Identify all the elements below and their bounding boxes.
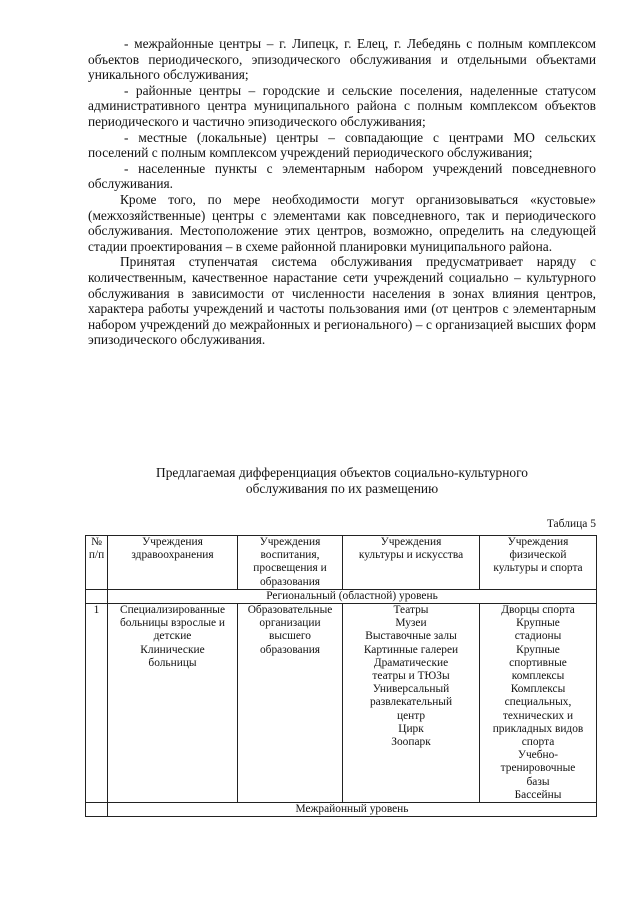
table-row (86, 604, 597, 803)
p3-line2: поселений с полным комплексом учреждений периодического обслуживания; (88, 145, 533, 161)
paragraph-local-centers (88, 130, 596, 161)
row1-culture-line: Музеи (395, 617, 427, 630)
p4-line1: - населенные пункты с элементарным набором учреждений (124, 160, 503, 176)
table-number: Таблица 5 (546, 518, 596, 530)
p1-line1: - межрайонные центры – г. Липецк, г. Елец, г. Лебедянь с полным (124, 36, 523, 51)
row1-health-line: Клинические (140, 643, 205, 656)
row1-sport-line: технических и (502, 709, 574, 722)
row1-culture-line: центр (396, 709, 426, 722)
row1-education-line: высшего (269, 630, 311, 643)
p2-line4: обслуживания; (340, 113, 426, 129)
row1-health-line: детские (153, 630, 192, 643)
regional-level-label: Региональный (областной) уровень (108, 589, 597, 603)
p6-line3: культурного обслуживания в зависимости от численности населения в зонах (88, 269, 596, 301)
regional-level-row (86, 589, 597, 603)
p6-line4: влияния центров, характера работы учреждений и частоты пользования ими (88, 285, 596, 317)
header-culture-line1: Учреждения (380, 536, 442, 548)
p5-line3: периодического обслуживания. Местоположение этих центров, возможно, (88, 207, 596, 239)
regional-level-num-cell (86, 589, 108, 603)
p6-line5: (от центров с элементарным набором учреждений до межрайонных и (88, 301, 596, 332)
row1-culture-line: Цирк (398, 722, 424, 735)
header-education-line3: просвещения и (253, 562, 327, 575)
p1-line2: комплексом объектов периодического, эпизодического обслуживания и (88, 36, 596, 67)
row1-health-line: больницы взрослые и (120, 617, 225, 630)
p5-line4: определить на следующей стадии проектирования – в схеме районной (88, 223, 596, 254)
header-health-line2: здравоохранения (131, 549, 214, 562)
row1-culture-line: Выставочные залы (365, 630, 457, 643)
header-num-line1: № (91, 536, 102, 548)
table-header-row (86, 536, 597, 590)
row1-sport-line: тренировочные (500, 762, 576, 775)
row1-culture-line: театры и ТЮЗы (372, 670, 450, 683)
row1-sport-line: базы (526, 775, 550, 788)
row1-sport-line: Крупные (516, 643, 560, 656)
p6-line6: регионального) – с организацией высших форм эпизодического (88, 316, 596, 348)
row1-culture-line: Картинные галереи (363, 643, 459, 656)
header-education (238, 536, 343, 590)
p6-line2: количественным, качественное нарастание сети учреждений социально – (88, 269, 521, 285)
p5-line1: Кроме того, по мере необходимости могут организовываться «кустовые» (120, 191, 596, 207)
row1-health-line: Специализированные (119, 604, 226, 617)
p2-line3: комплексом объектов периодического и частично эпизодического (88, 98, 596, 129)
row1-health (108, 604, 238, 803)
header-culture-line2: культуры и искусства (358, 549, 464, 562)
interregional-level-num-cell (86, 803, 108, 817)
table-caption (88, 465, 596, 496)
row1-health-line: больницы (148, 656, 197, 669)
header-sport-line2: физической (509, 549, 567, 562)
p6-line7: обслуживания. (180, 332, 266, 348)
row1-education-line: Образовательные (247, 604, 333, 617)
p6-line1: Принятая ступенчатая система обслуживания предусматривает наряду с (120, 254, 596, 270)
body-text (88, 36, 596, 348)
row1-education (238, 604, 343, 803)
paragraph-cluster-centers (88, 192, 596, 254)
header-health-line1: Учреждения (142, 536, 203, 548)
header-sport (480, 536, 597, 590)
row1-num: 1 (86, 604, 108, 803)
interregional-level-row (86, 803, 597, 817)
p1-line3: отдельными объектами уникального обслуживания; (88, 51, 596, 83)
caption-line2: обслуживания по их размещению (245, 480, 439, 496)
header-education-line4: образования (259, 575, 321, 588)
row1-culture (343, 604, 480, 803)
p5-line2: (межхозяйственные) центры с элементами как повседневного, так и (88, 207, 499, 223)
row1-sport-line: Учебно- (517, 749, 559, 762)
row1-sport-line: стадионы (514, 630, 562, 643)
row1-sport-line: комплексы (511, 670, 565, 683)
caption-line1: Предлагаемая дифференциация объектов социально-культурного (156, 465, 528, 480)
paragraph-stepped-system (88, 254, 596, 348)
interregional-level-label: Межрайонный уровень (108, 803, 597, 817)
row1-sport-line: спортивные (509, 656, 567, 669)
header-culture (343, 536, 480, 590)
p4-line2: повседневного обслуживания. (88, 160, 596, 192)
header-num-line2: п/п (88, 549, 105, 562)
row1-sport (480, 604, 597, 803)
row1-culture-line: развлекательный (369, 696, 453, 709)
row1-sport-line: спорта (521, 736, 555, 749)
paragraph-settlements (88, 161, 596, 192)
row1-sport-line: Комплексы (510, 683, 566, 696)
p3-line1: - местные (локальные) центры – совпадающие с центрами МО сельских (124, 129, 596, 145)
p5-line5: планировки муниципального района. (339, 238, 553, 254)
row1-sport-line: специальных, (504, 696, 572, 709)
header-sport-line3: культуры и спорта (493, 562, 583, 575)
paragraph-interregional-centers (88, 36, 596, 83)
row1-sport-line: Дворцы спорта (501, 604, 575, 617)
header-health (108, 536, 238, 590)
paragraph-district-centers (88, 83, 596, 130)
row1-culture-line: Универсальный (372, 683, 450, 696)
row1-culture-line: Зоопарк (391, 736, 431, 749)
services-table (85, 535, 597, 817)
header-num (86, 536, 108, 590)
row1-sport-line: Бассейны (514, 788, 562, 801)
p2-line1: - районные центры – городские и сельские поселения, наделенные (124, 82, 538, 98)
p2-line2: статусом административного центра муниципального района с полным (88, 82, 596, 114)
row1-education-line: организации (259, 617, 321, 630)
row1-sport-line: прикладных видов (492, 722, 584, 735)
row1-culture-line: Драматические (373, 656, 449, 669)
row1-culture-line: Театры (393, 604, 429, 617)
header-sport-line1: Учреждения (507, 536, 569, 548)
row1-sport-line: Крупные (516, 617, 560, 630)
header-education-line1: Учреждения (259, 536, 321, 548)
row1-education-line: образования (259, 643, 321, 656)
header-education-line2: воспитания, (260, 549, 320, 562)
